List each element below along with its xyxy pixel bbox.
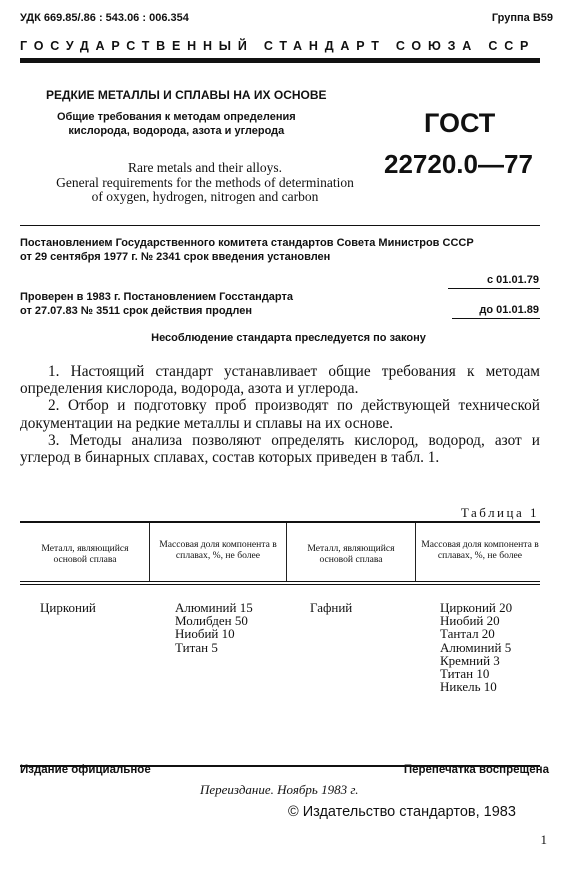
table-cell-base-metal: Цирконий — [40, 600, 96, 615]
revision-line: от 27.07.83 № 3511 срок действия продлен — [20, 304, 253, 317]
composition-table — [20, 521, 540, 767]
subtitle-line: Общие требования к методам определения — [57, 111, 296, 123]
table-header-cell: Металл, являющийся основой сплава — [307, 543, 395, 565]
component-item: Тантал 20 — [440, 626, 495, 642]
column-divider — [415, 523, 416, 581]
validity-date-underline — [452, 318, 540, 319]
reprint-note: Перепечатка воспрещена — [403, 764, 549, 776]
component-item: Ниобий 20 — [440, 613, 500, 629]
edition-note: Издание официальное — [20, 764, 151, 776]
component-item: Кремний 3 — [440, 652, 500, 668]
subtitle-line: кислорода, водорода, азота и углерода — [68, 125, 285, 137]
legal-notice: Несоблюдение стандарта преследуется по закону — [151, 332, 426, 344]
reissue-note: Переиздание. Ноябрь 1983 г. — [200, 782, 359, 797]
component-item: Молибден 50 — [175, 613, 248, 629]
table-header-divider — [20, 584, 540, 585]
paragraph: 1. Настоящий стандарт устанавливает общие требования к методам определения кислорода, водорода, азота и углерода. — [20, 363, 540, 398]
gost-label: ГОСТ — [424, 108, 496, 138]
title-rule — [20, 225, 540, 226]
decree-line: от 29 сентября 1977 г. № 2341 срок введения установлен — [20, 250, 331, 263]
component-item: Алюминий 5 — [440, 639, 512, 655]
revision-text — [20, 291, 440, 318]
copyright-note: © Издательство стандартов, 1983 — [288, 804, 516, 820]
group-code: Группа В59 — [491, 12, 553, 24]
state-standard-heading: ГОСУДАРСТВЕННЫЙ СТАНДАРТ СОЮЗА ССР — [20, 39, 536, 53]
decree-text — [20, 237, 540, 264]
column-divider — [286, 523, 287, 581]
effective-date: с 01.01.79 — [487, 274, 539, 286]
page-number: 1 — [540, 832, 547, 847]
validity-date: до 01.01.89 — [479, 304, 539, 316]
table-header-cell: Массовая доля компонента в сплавах, %, не более — [421, 539, 539, 561]
title-en-line: General requirements for the methods of determination — [56, 174, 354, 190]
component-item: Ниобий 10 — [175, 626, 235, 642]
decree-line: Постановлением Государственного комитета стандартов Совета Министров СССР — [20, 237, 474, 249]
paragraph: 3. Методы анализа позволяют определять кислород, водород, азот и углерод в бинарных сплавах, состав которых приведен в табл. 1. — [20, 431, 540, 467]
component-item: Титан 10 — [440, 666, 490, 682]
udk-code: УДК 669.85/.86 : 543.06 : 006.354 — [20, 12, 189, 24]
table-cell-components — [175, 601, 253, 654]
table-top-border — [20, 521, 540, 523]
column-divider — [149, 523, 150, 581]
header-rule — [20, 58, 540, 63]
table-header-cell: Массовая доля компонента в сплавах, %, не более — [159, 539, 277, 561]
title-en-line: Rare metals and their alloys. — [127, 160, 283, 175]
title-en-line: of oxygen, hydrogen, nitrogen and carbon — [91, 189, 319, 204]
component-item: Алюминий 15 — [175, 600, 253, 615]
component-item: Титан 5 — [175, 639, 218, 655]
document-subtitle-ru — [57, 110, 296, 138]
component-item: Никель 10 — [440, 679, 497, 695]
table-cell-components — [440, 601, 512, 693]
body-text — [20, 363, 540, 466]
table-caption: Таблица 1 — [460, 505, 539, 520]
document-title-ru: РЕДКИЕ МЕТАЛЛЫ И СПЛАВЫ НА ИХ ОСНОВЕ — [46, 88, 327, 102]
table-header-cell: Металл, являющийся основой сплава — [41, 543, 129, 565]
table-cell-base-metal: Гафний — [310, 600, 353, 615]
effective-date-underline — [448, 288, 540, 289]
gost-number: 22720.0—77 — [384, 149, 533, 179]
paragraph: 2. Отбор и подготовку проб производят по действующей технической документации на редкие металлы и сплавы на их основе. — [20, 397, 540, 432]
table-header-divider — [20, 581, 540, 582]
document-title-en — [20, 161, 390, 205]
revision-line: Проверен в 1983 г. Постановлением Госстандарта — [20, 291, 293, 303]
component-item: Цирконий 20 — [440, 600, 513, 615]
